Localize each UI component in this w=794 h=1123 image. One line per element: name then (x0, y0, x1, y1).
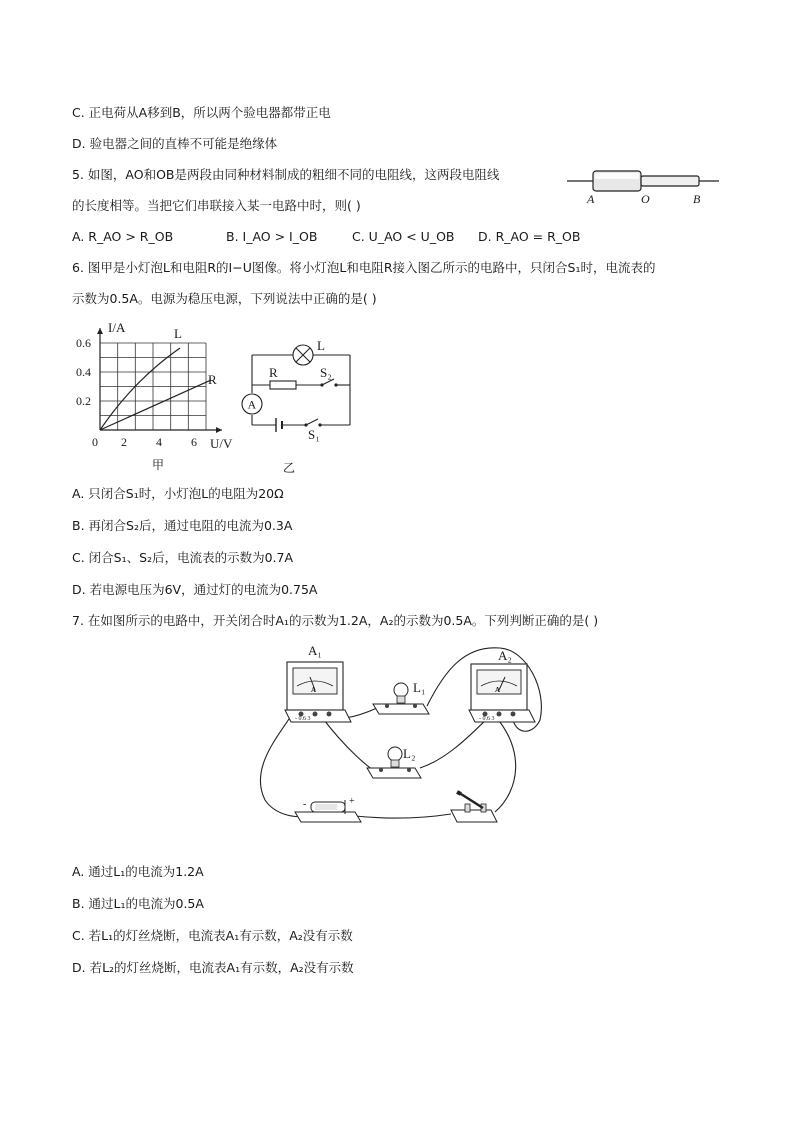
q6-graph-ylabel: I/A (108, 320, 126, 335)
q6-circuit-switch1-label: S₁ (308, 427, 320, 442)
q7-fig-l1-label: L₁ (413, 680, 426, 695)
q7-option-b: B. 通过L₁的电流为0.5A (72, 896, 204, 911)
q5-fig-label-b: B (693, 192, 701, 206)
q7-stem: 7. 在如图所示的电路中，开关闭合时A₁的示数为1.2A，A₂的示数为0.5A。下列判断正确的是( ) (72, 613, 599, 628)
q5-option-b: B. I_AO > I_OB (226, 229, 318, 244)
q7-fig-battery-minus: - (303, 799, 307, 810)
q5-stem-line-2: 的长度相等。当把它们串联接入某一电路中时，则( ) (72, 198, 361, 213)
q7-fig-l2-label: L₂ (403, 746, 416, 761)
q6-option-c: C. 闭合S₁、S₂后，电流表的示数为0.7A (72, 550, 293, 565)
ammeter-a2 (469, 664, 535, 722)
q6-graph-curve-r-label: R (208, 372, 217, 387)
q5-stem-line-1: 5. 如图，AO和OB是两段由同种材料制成的粗细不同的电阻线，这两段电阻线 (72, 167, 500, 182)
q6-stem-line-2: 示数为0.5A。电源为稳压电源，下列说法中正确的是( ) (72, 291, 377, 306)
q4-option-c: C. 正电荷从A移到B，所以两个验电器都带正电 (72, 105, 331, 120)
q6-option-d: D. 若电源电压为6V，通过灯的电流为0.75A (72, 582, 318, 597)
q6-graph-ytick-0-6: 0.6 (76, 336, 91, 350)
q6-circuit-caption: 乙 (283, 461, 296, 475)
q5-fig-label-a: A (587, 192, 595, 206)
q6-circuit-lamp-label: L (317, 338, 325, 353)
q6-stem-line-1: 6. 图甲是小灯泡L和电阻R的I−U图像。将小灯泡L和电阻R接入图乙所示的电路中，只闭合S₁时，电流表的 (72, 260, 656, 275)
q6-graph-xtick-2: 2 (121, 435, 127, 449)
q5-fig-label-o: O (641, 192, 650, 206)
q6-circuit-ammeter-label: A (247, 397, 257, 412)
q6-graph-ytick-0-2: 0.2 (76, 394, 91, 408)
svg-text:- 0.6 3: - 0.6 3 (479, 716, 495, 722)
q6-graph-caption: 甲 (152, 458, 165, 472)
q6-graph-xtick-6: 6 (191, 435, 197, 449)
q5-option-c: C. U_AO < U_OB (352, 229, 455, 244)
knife-switch (451, 792, 497, 822)
q6-option-b: B. 再闭合S₂后，通过电阻的电流为0.3A (72, 518, 293, 533)
q7-fig-a1-label: A₁ (308, 643, 322, 658)
q6-graph-xtick-4: 4 (156, 435, 162, 449)
q7-option-a: A. 通过L₁的电流为1.2A (72, 864, 204, 879)
q7-fig-battery-plus: + (349, 796, 355, 807)
q6-option-a: A. 只闭合S₁时，小灯泡L的电阻为20Ω (72, 486, 284, 501)
q6-graph-ytick-0-4: 0.4 (76, 365, 91, 379)
svg-text:A: A (311, 686, 317, 694)
q6-graph-curve-l-label: L (174, 326, 182, 341)
svg-text:A: A (495, 686, 501, 694)
q5-option-d: D. R_AO = R_OB (478, 229, 581, 244)
q7-option-c: C. 若L₁的灯丝烧断，电流表A₁有示数，A₂没有示数 (72, 928, 353, 943)
q6-circuit (236, 333, 366, 478)
q6-circuit-switch2-label: S₂ (320, 365, 332, 380)
q5-option-a: A. R_AO > R_OB (72, 229, 174, 244)
svg-text:- 0.6 3: - 0.6 3 (295, 716, 311, 722)
q7-option-d: D. 若L₂的灯丝烧断，电流表A₁有示数，A₂没有示数 (72, 960, 354, 975)
ammeter-a1 (285, 662, 351, 722)
q7-circuit-figure (255, 640, 555, 835)
q5-wire-figure (565, 165, 725, 210)
q7-fig-a2-label: A₂ (498, 648, 512, 663)
q6-graph-xlabel: U/V (210, 436, 233, 451)
q6-circuit-resistor-label: R (269, 365, 278, 380)
q6-graph-xtick-0: 0 (92, 435, 98, 449)
q4-option-d: D. 验电器之间的直棒不可能是绝缘体 (72, 136, 278, 151)
